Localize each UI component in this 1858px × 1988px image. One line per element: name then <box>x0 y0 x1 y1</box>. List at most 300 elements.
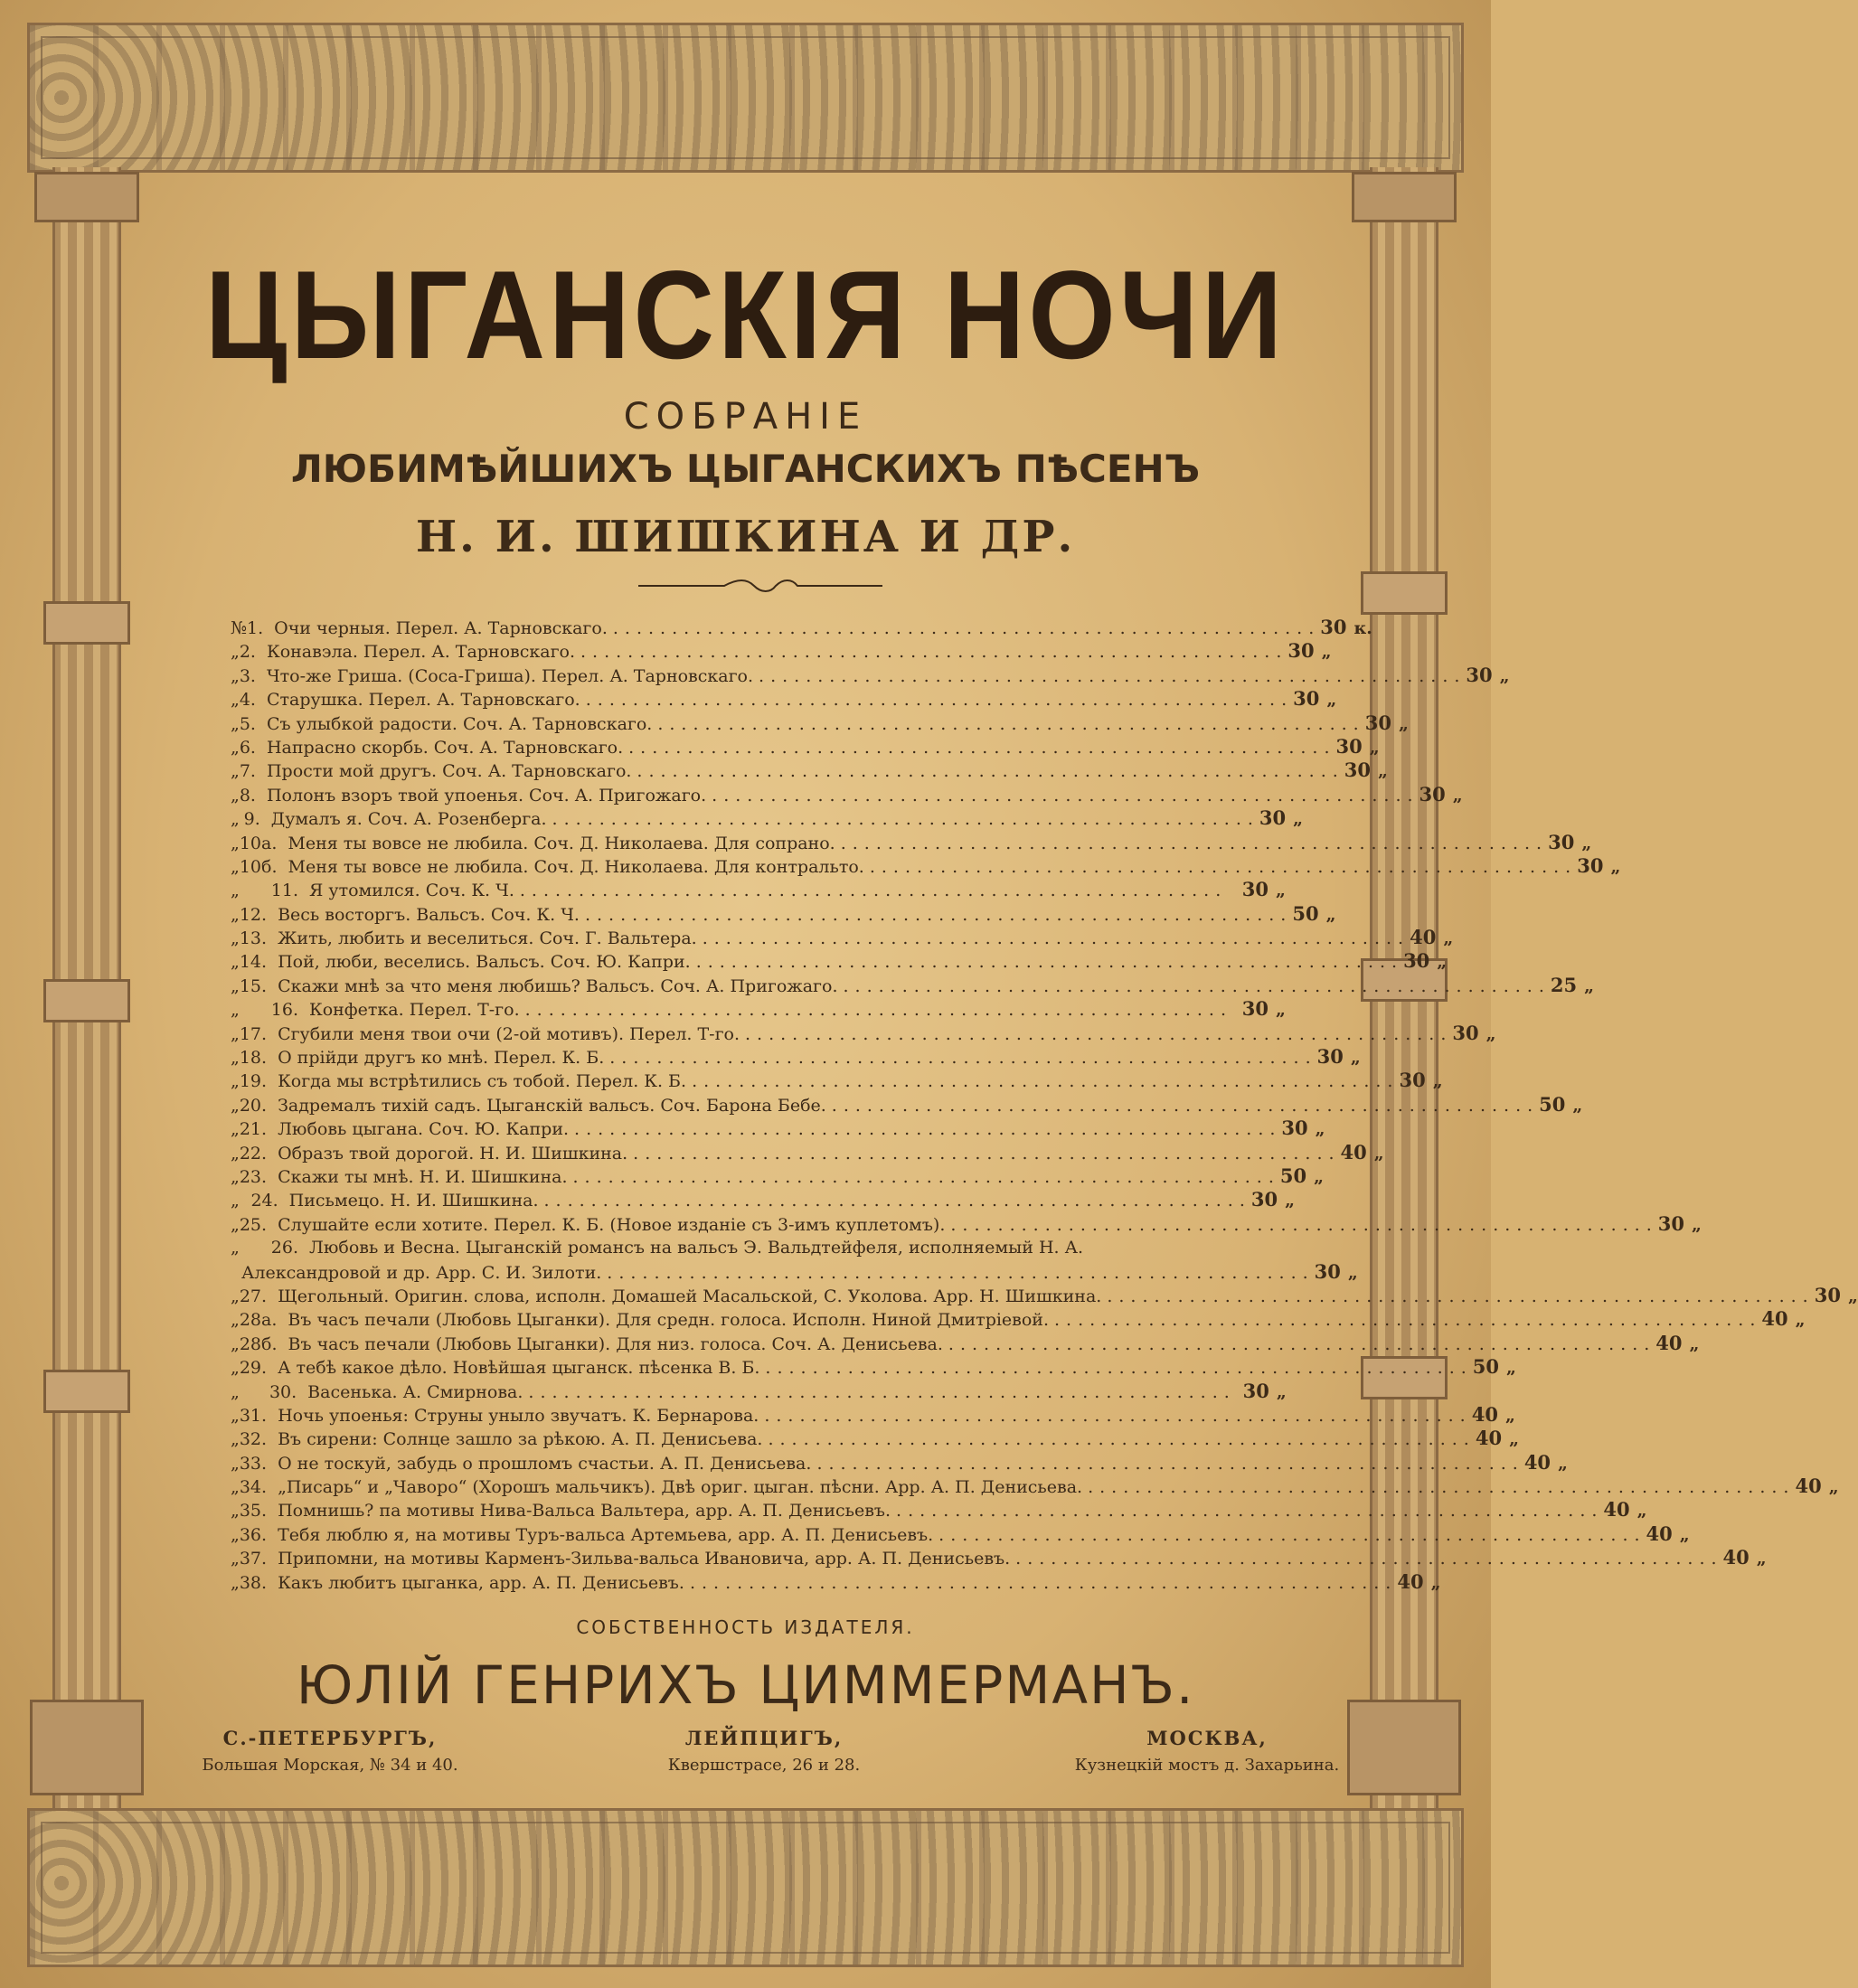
song-price-unit: „ <box>1499 665 1510 686</box>
song-number: 28а. <box>239 1310 278 1331</box>
song-title: Сгубили меня твои очи (2-ой мотивъ). Перел. Т-го. <box>278 1023 740 1044</box>
song-title: Что-же Гриша. (Сoca-Гриша). Перел. А. Тарновскаго. <box>266 665 754 686</box>
list-item <box>231 1380 1306 1403</box>
song-price: 30 <box>1466 663 1493 686</box>
song-price: 30 <box>1242 1379 1269 1402</box>
song-title: Полонъ взоръ твой упоенья. Соч. А. Пригожаго. <box>266 785 707 806</box>
leader-dots: ............................................................ <box>585 690 1294 711</box>
song-price-unit: „ <box>1679 1524 1690 1545</box>
song-price: 40 <box>1761 1307 1788 1331</box>
leader-dots: ............................................................ <box>764 1405 1472 1426</box>
song-number: 1. <box>246 618 264 638</box>
song-title: Ночь упоенья: Струны уныло звучатъ. К. Бернарова. <box>278 1405 759 1426</box>
leader-dots: ............................................................ <box>712 785 1419 806</box>
list-item <box>231 1450 1568 1475</box>
leader-dots: ............................................................ <box>843 975 1551 996</box>
song-mark: „ <box>231 737 240 758</box>
song-number: 13. <box>239 928 268 949</box>
song-mark: „ <box>231 1333 240 1354</box>
song-price-unit: „ <box>1443 928 1454 949</box>
song-number: 20. <box>239 1095 268 1116</box>
song-price: 40 <box>1795 1475 1822 1498</box>
song-mark: „ <box>231 1023 240 1044</box>
song-price: 30 <box>1399 1069 1426 1092</box>
leader-dots: ............................................................ <box>695 952 1404 973</box>
list-item <box>231 1307 1806 1331</box>
song-title: Прости мой другъ. Соч. А. Тарновскаго. <box>266 761 632 782</box>
song-price-unit: „ <box>1325 904 1336 925</box>
song-mark: „ <box>231 1501 240 1522</box>
song-title: Думалъ я. Соч. А. Розенберга. <box>270 809 547 830</box>
leader-dots: ............................................................ <box>612 618 1321 638</box>
song-mark: „ <box>231 642 240 663</box>
song-mark: „ <box>231 881 240 901</box>
song-price-unit: „ <box>1572 1095 1583 1116</box>
song-title: А тебѣ какое дѣло. Новѣйшая цыганск. пѣсенка В. Б. <box>278 1358 760 1379</box>
top-frieze-ornament <box>27 23 1464 173</box>
song-price-unit: „ <box>1828 1477 1839 1498</box>
song-price: 50 <box>1279 1164 1307 1187</box>
song-mark: „ <box>231 1381 240 1402</box>
song-price-unit: „ <box>1692 1214 1702 1235</box>
list-item <box>231 1045 1361 1069</box>
song-title: Какъ любитъ цыганка, арр. А. П. Денисьевъ. <box>278 1572 684 1593</box>
leader-dots: ............................................................ <box>869 856 1578 877</box>
song-number: 9. <box>243 809 260 830</box>
leader-dots: ............................................................ <box>768 1429 1476 1450</box>
list-item <box>231 639 1332 663</box>
leader-dots: ............................................................ <box>938 1524 1646 1545</box>
song-price: 30 <box>1814 1283 1841 1306</box>
song-title: Напрасно скорбь. Соч. А. Тарновскаго. <box>266 737 624 758</box>
leader-dots: ............................................................ <box>689 1572 1398 1593</box>
song-number: 37. <box>239 1549 268 1569</box>
song-price: 40 <box>1722 1546 1750 1569</box>
song-price: 30 <box>1281 1116 1308 1140</box>
song-number: 8. <box>239 785 256 806</box>
subtitle-author: Н. И. ШИШКИНА И ДР. <box>415 512 1076 562</box>
song-number: 33. <box>239 1453 268 1474</box>
song-list <box>231 616 1858 1594</box>
song-price-unit: „ <box>1847 1286 1858 1306</box>
song-mark: „ <box>231 1048 240 1069</box>
song-price: 30 <box>1419 782 1446 806</box>
song-price: 30 <box>1577 853 1604 877</box>
leader-dots: ............................................................ <box>896 1501 1604 1522</box>
leader-dots: ............................................................ <box>519 881 1228 901</box>
song-title: Весь восторгъ. Вальсъ. Соч. К. Ч. <box>278 904 580 925</box>
list-item <box>231 758 1388 782</box>
list-item <box>231 1236 1306 1259</box>
song-title: Щегольный. Оригин. слова, исполн. Домашей Масальской, С. Уколова. Арр. Н. Шишкина. <box>278 1286 1102 1306</box>
song-title: Конавэла. Перел. А. Тарновскаго. <box>266 642 576 663</box>
song-price-unit: к. <box>1353 618 1372 638</box>
song-title: Образъ твой дорогой. Н. И. Шишкина. <box>278 1143 628 1164</box>
song-title: Старушка. Перел. А. Тарновскаго. <box>266 690 580 711</box>
song-price-unit: „ <box>1795 1310 1806 1331</box>
song-title: Припомни, на мотивы Карменъ-Зильва-вальса Ивановича, арр. А. П. Денисьевъ. <box>278 1549 1011 1569</box>
song-title: О не тоскуй, забудь о прошломъ счастьи. А. П. Денисьева. <box>278 1453 812 1474</box>
song-price-unit: „ <box>1504 1405 1515 1426</box>
song-price: 30 <box>1335 734 1363 758</box>
song-title: Съ улыбкой радости. Соч. А. Тарновскаго. <box>266 713 653 734</box>
song-title: Въ часъ печали (Любовь Цыганки). Для низ. голоса. Соч. А. Денисьева. <box>288 1333 943 1354</box>
song-number: 5. <box>239 713 256 734</box>
song-mark: „ <box>231 761 240 782</box>
song-price-unit: „ <box>1437 952 1448 973</box>
song-price: 30 <box>1344 758 1372 782</box>
song-price-unit: „ <box>1373 1143 1384 1164</box>
song-price-unit: „ <box>1293 809 1304 830</box>
song-mark: „ <box>231 833 240 853</box>
song-number: 15. <box>239 975 268 996</box>
list-item <box>231 1402 1515 1427</box>
song-price-unit: „ <box>1581 833 1592 853</box>
leader-dots: ............................................................ <box>584 904 1293 925</box>
song-price-unit: „ <box>1276 1381 1287 1402</box>
song-mark: „ <box>231 1453 240 1474</box>
song-number: 28б. <box>239 1333 278 1354</box>
song-mark: „ <box>231 1214 240 1235</box>
list-item <box>231 806 1306 830</box>
song-price: 30 <box>1657 1211 1684 1235</box>
song-mark: „ <box>231 904 240 925</box>
song-number: 14. <box>239 952 268 973</box>
song-price: 40 <box>1646 1522 1673 1545</box>
song-title: Васенька. А. Смирнова. <box>307 1381 523 1402</box>
leader-dots: ............................................................ <box>528 1381 1236 1402</box>
song-price: 40 <box>1340 1140 1367 1164</box>
leader-dots: ............................................................ <box>574 1119 1282 1140</box>
list-item <box>231 1092 1583 1116</box>
song-number: 25. <box>239 1214 268 1235</box>
leader-dots: ............................................................ <box>840 833 1549 853</box>
list-item <box>231 616 1372 639</box>
city-moscow: МОСКВА, <box>1146 1727 1268 1749</box>
list-item <box>231 1283 1858 1307</box>
song-title: Пой, люби, веселись. Вальсъ. Соч. Ю. Капри. <box>278 952 691 973</box>
song-title: Любовь цыгана. Соч. Ю. Капри. <box>278 1119 570 1140</box>
song-price: 30 <box>1548 830 1575 853</box>
song-price: 50 <box>1292 901 1319 925</box>
subtitle-songs: ЛЮБИМѢЙШИХЪ ЦЫГАНСКИХЪ ПѢСЕНЪ <box>290 447 1201 491</box>
song-title: Слушайте если хотите. Перел. К. Б. (Новое изданіе съ 3-имъ куплетомъ). <box>278 1214 946 1235</box>
leader-dots: ............................................................ <box>816 1453 1524 1474</box>
song-title: Меня ты вовсе не любила. Соч. Д. Николаева. Для контральто. <box>288 856 864 877</box>
song-title: Въ часъ печали (Любовь Цыганки). Для средн. голоса. Исполн. Ниной Дмитріевой. <box>288 1310 1050 1331</box>
song-number: 24. <box>250 1191 278 1211</box>
song-price: 50 <box>1472 1355 1500 1379</box>
song-number: 11. <box>270 881 298 901</box>
leader-dots: ............................................................ <box>628 737 1336 758</box>
song-number: 2. <box>239 642 256 663</box>
list-item <box>231 1069 1443 1092</box>
song-number: 23. <box>239 1166 268 1187</box>
song-price-unit: „ <box>1347 1262 1358 1283</box>
song-mark: „ <box>231 713 240 734</box>
song-number: 34. <box>239 1477 268 1498</box>
song-title: „Писарь“ и „Чаворо“ (Хорошъ мальчикъ). Двѣ ориг. цыган. пѣсни. Арр. А. П. Денисьева. <box>278 1477 1083 1498</box>
song-number: 6. <box>239 737 256 758</box>
song-title: Жить, любить и веселиться. Соч. Г. Вальтера. <box>278 928 697 949</box>
song-number: 26. <box>270 1238 298 1258</box>
song-number: 21. <box>239 1119 268 1140</box>
song-mark: „ <box>231 1524 240 1545</box>
song-mark: „ <box>231 928 240 949</box>
song-price: 40 <box>1603 1498 1630 1522</box>
song-mark: № <box>231 618 247 638</box>
left-capital-ornament <box>34 172 139 222</box>
song-price-unit: „ <box>1558 1453 1568 1474</box>
list-item <box>231 853 1621 878</box>
song-price-unit: „ <box>1689 1333 1700 1354</box>
song-title: Тебя люблю я, на мотивы Туръ-вальса Артемьева, арр. А. П. Денисьевъ. <box>278 1524 934 1545</box>
song-mark: „ <box>231 1310 240 1331</box>
song-price: 30 <box>1250 1188 1278 1211</box>
song-price-unit: „ <box>1315 1119 1325 1140</box>
song-price: 30 <box>1287 639 1315 663</box>
leader-dots: ............................................................ <box>692 1071 1400 1092</box>
song-title: Любовь и Весна. Цыганскій романсъ на вальсъ Э. Вальдтейфеля, исполняемый Н. А. <box>309 1238 1084 1258</box>
list-item <box>231 1522 1690 1546</box>
song-price: 40 <box>1471 1402 1498 1426</box>
left-column-band <box>43 1370 130 1413</box>
song-title: Скажи мнѣ за что меня любишь? Вальсъ. Соч. А. Пригожаго. <box>278 975 838 996</box>
song-number: 19. <box>239 1071 268 1092</box>
leader-dots: ............................................................ <box>637 761 1344 782</box>
song-mark: „ <box>231 1095 240 1116</box>
song-mark: „ <box>231 809 240 830</box>
address-moscow: Кузнецкій мостъ д. Захарьина. <box>1074 1756 1340 1775</box>
list-item <box>231 1427 1520 1450</box>
song-price-unit: „ <box>1452 785 1463 806</box>
song-title: Конфетка. Перел. Т-го. <box>309 1000 520 1021</box>
song-price: 30 <box>1293 687 1320 711</box>
list-item <box>231 1498 1647 1522</box>
list-item <box>231 830 1592 854</box>
song-title: Я утомился. Соч. К. Ч. <box>309 881 514 901</box>
list-item <box>231 1331 1700 1355</box>
song-number: 32. <box>239 1429 268 1450</box>
song-price-unit: „ <box>1378 761 1388 782</box>
song-mark: „ <box>231 1119 240 1140</box>
song-mark: „ <box>231 665 240 686</box>
song-price-unit: „ <box>1398 713 1409 734</box>
left-column-band <box>43 979 130 1022</box>
song-price: 30 <box>1320 616 1347 638</box>
leader-dots: ............................................................ <box>1015 1549 1723 1569</box>
song-price-unit: „ <box>1276 881 1286 901</box>
song-mark: „ <box>231 952 240 973</box>
leader-dots: ............................................................ <box>552 809 1259 830</box>
song-number: 30. <box>269 1381 297 1402</box>
leader-dots: ............................................................ <box>1054 1310 1762 1331</box>
leader-dots: ............................................................ <box>948 1333 1656 1354</box>
song-price: 30 <box>1364 711 1391 734</box>
song-mark: „ <box>231 856 240 877</box>
song-mark: „ <box>231 1071 240 1092</box>
song-price-unit: „ <box>1756 1549 1767 1569</box>
song-title: Письмецо. Н. И. Шишкина. <box>288 1191 539 1211</box>
song-title: Александровой и др. Арр. С. И. Зилоти. <box>241 1262 602 1283</box>
address-leipzig: Квершстрасе, 26 и 28. <box>667 1756 861 1775</box>
right-capital-ornament <box>1352 172 1457 222</box>
list-item <box>231 1116 1325 1140</box>
song-number: 17. <box>239 1023 268 1044</box>
leader-dots: ............................................................ <box>831 1095 1540 1116</box>
song-price-unit: „ <box>1430 1572 1441 1593</box>
song-price-unit: „ <box>1350 1048 1361 1069</box>
leader-dots: ............................................................ <box>572 1166 1280 1187</box>
song-price: 40 <box>1410 926 1437 949</box>
song-price: 30 <box>1314 1259 1341 1283</box>
list-item <box>231 1569 1441 1594</box>
song-price: 30 <box>1241 878 1269 901</box>
song-title: Задремалъ тихій садъ. Цыганскій вальсъ. Соч. Барона Бебе. <box>278 1095 826 1116</box>
leader-dots: ............................................................ <box>950 1214 1658 1235</box>
song-price-unit: „ <box>1584 975 1595 996</box>
song-mark: „ <box>231 1286 240 1306</box>
song-price-unit: „ <box>1326 690 1337 711</box>
list-item <box>231 949 1448 973</box>
city-leipzig: ЛЕЙПЦИГЪ, <box>684 1727 844 1749</box>
song-mark: „ <box>231 1572 240 1593</box>
list-item <box>231 1188 1306 1211</box>
song-number: 27. <box>239 1286 268 1306</box>
leader-dots: ............................................................ <box>759 665 1467 686</box>
song-price-unit: „ <box>1509 1429 1520 1450</box>
bottom-frieze-ornament <box>27 1808 1464 1967</box>
song-price: 30 <box>1316 1045 1344 1069</box>
leader-dots: ............................................................ <box>580 642 1288 663</box>
song-price: 25 <box>1550 973 1578 996</box>
song-mark: „ <box>231 1166 240 1187</box>
song-title: О прійди другъ ко мнѣ. Перел. К. Б. <box>278 1048 605 1069</box>
song-mark: „ <box>231 1143 240 1164</box>
song-number: 29. <box>239 1358 268 1379</box>
song-title: Когда мы встрѣтились съ тобой. Перел. К. Б. <box>278 1071 687 1092</box>
list-item <box>231 1259 1358 1284</box>
city-petersburg: С.-ПЕТЕРБУРГЪ, <box>222 1727 438 1749</box>
song-number: 36. <box>239 1524 268 1545</box>
leader-dots: ............................................................ <box>657 713 1365 734</box>
song-number: 18. <box>239 1048 268 1069</box>
subtitle-collection: СОБРАНІЕ <box>623 396 868 438</box>
song-number: 10а. <box>239 833 278 853</box>
list-item <box>231 734 1380 758</box>
song-number: 38. <box>239 1572 268 1593</box>
song-price-unit: „ <box>1485 1023 1496 1044</box>
leader-dots: ............................................................ <box>633 1143 1341 1164</box>
song-mark: „ <box>231 1000 240 1021</box>
song-price-unit: „ <box>1321 642 1332 663</box>
song-price: 30 <box>1259 806 1287 830</box>
leader-dots: ............................................................ <box>1088 1477 1796 1498</box>
song-price: 40 <box>1655 1331 1683 1354</box>
list-item <box>231 901 1336 926</box>
song-price-unit: „ <box>1276 1000 1286 1021</box>
song-price: 40 <box>1523 1450 1551 1474</box>
leader-dots: ............................................................ <box>524 1000 1232 1021</box>
song-price: 30 <box>1452 1021 1479 1044</box>
song-number: 3. <box>239 665 256 686</box>
list-item <box>231 997 1306 1021</box>
song-mark: „ <box>231 1477 240 1498</box>
address-petersburg: Большая Морская, № 34 и 40. <box>202 1756 458 1775</box>
list-item <box>231 1021 1496 1045</box>
leader-dots: ............................................................ <box>745 1023 1453 1044</box>
left-column-band <box>43 601 130 645</box>
song-price: 40 <box>1397 1569 1424 1593</box>
song-price: 30 <box>1403 949 1430 973</box>
list-item <box>231 782 1463 806</box>
leader-dots: ............................................................ <box>609 1048 1317 1069</box>
list-item <box>231 973 1595 997</box>
list-item <box>231 1475 1839 1498</box>
song-number: 35. <box>239 1501 268 1522</box>
leader-dots: ............................................................ <box>1107 1286 1815 1306</box>
song-price-unit: „ <box>1610 856 1621 877</box>
song-number: 7. <box>239 761 256 782</box>
song-number: 22. <box>239 1143 268 1164</box>
song-mark: „ <box>231 1191 240 1211</box>
property-note: СОБСТВЕННОСТЬ ИЗДАТЕЛЯ. <box>576 1616 915 1638</box>
song-title: Скажи ты мнѣ. Н. И. Шишкина. <box>278 1166 568 1187</box>
song-price-unit: „ <box>1314 1166 1325 1187</box>
right-column-band <box>1361 571 1448 615</box>
leader-dots: ............................................................ <box>765 1358 1473 1379</box>
song-number: 31. <box>239 1405 268 1426</box>
song-price: 30 <box>1241 997 1269 1021</box>
song-mark: „ <box>231 785 240 806</box>
flourish-divider <box>638 575 882 597</box>
song-number: 12. <box>239 904 268 925</box>
list-item <box>231 1546 1767 1569</box>
song-title: Въ сирени: Солнце зашло за рѣкою. А. П. Денисьева. <box>278 1429 763 1450</box>
song-mark: „ <box>231 1405 240 1426</box>
song-mark: „ <box>231 1429 240 1450</box>
song-mark: „ <box>231 690 240 711</box>
list-item <box>231 663 1510 687</box>
list-item <box>231 926 1454 949</box>
song-price-unit: „ <box>1369 737 1380 758</box>
leader-dots: ............................................................ <box>702 928 1410 949</box>
leader-dots: ............................................................ <box>607 1262 1315 1283</box>
publisher-name: ЮЛІЙ ГЕНРИХЪ ЦИММЕРМАНЪ. <box>296 1654 1195 1716</box>
list-item <box>231 1140 1384 1164</box>
list-item <box>231 1211 1702 1236</box>
song-title: Меня ты вовсе не любила. Соч. Д. Николаева. Для сопрано. <box>288 833 835 853</box>
list-item <box>231 1355 1516 1379</box>
page-title: ЦЫГАНСКІЯ НОЧИ <box>204 245 1287 386</box>
song-price: 40 <box>1475 1427 1503 1450</box>
list-item <box>231 1164 1325 1188</box>
song-price-unit: „ <box>1636 1501 1647 1522</box>
song-price-unit: „ <box>1285 1191 1296 1211</box>
leader-dots: ............................................................ <box>543 1191 1251 1211</box>
song-title: Помнишь? па мотивы Нива-Вальса Вальтера, арр. А. П. Денисьевъ. <box>278 1501 891 1522</box>
song-number: 4. <box>239 690 256 711</box>
song-number: 10б. <box>239 856 278 877</box>
song-mark: „ <box>231 1238 240 1258</box>
song-title: Очи черныя. Перел. А. Тарновскаго. <box>274 618 608 638</box>
song-price: 50 <box>1539 1092 1566 1116</box>
song-price-unit: „ <box>1432 1071 1443 1092</box>
song-number: 16. <box>270 1000 298 1021</box>
song-price-unit: „ <box>1506 1358 1516 1379</box>
list-item <box>231 878 1306 901</box>
song-mark: „ <box>231 1358 240 1379</box>
